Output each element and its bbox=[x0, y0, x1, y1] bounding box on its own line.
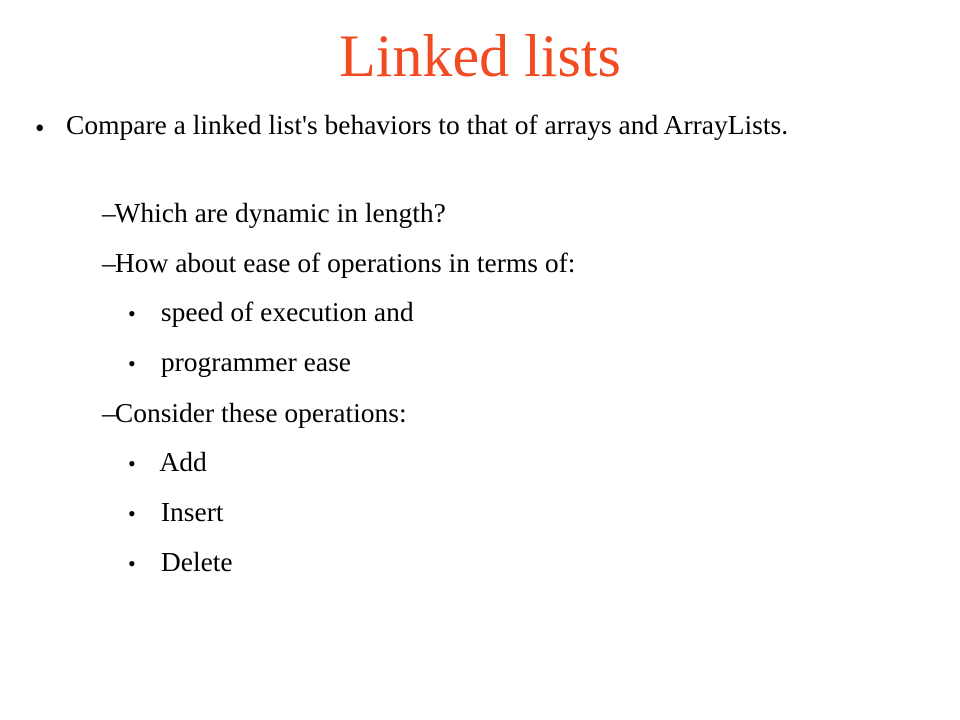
slide-title: Linked lists bbox=[339, 23, 621, 89]
bullet-marker: • bbox=[128, 351, 136, 376]
operation-delete bbox=[128, 542, 233, 584]
ease-item-text: speed of execution and bbox=[160, 296, 414, 327]
sub-point-text: Consider these operations: bbox=[114, 397, 407, 428]
operation-text: Add bbox=[159, 446, 207, 477]
bullet-marker: • bbox=[128, 301, 136, 326]
sub-point-text: Which are dynamic in length? bbox=[114, 197, 446, 228]
bullet-marker: • bbox=[128, 451, 136, 476]
ease-item-speed bbox=[128, 292, 414, 334]
bullet-marker: • bbox=[35, 113, 45, 143]
sub-point-text: How about ease of operations in terms of: bbox=[114, 247, 576, 278]
dash-marker: – bbox=[102, 197, 116, 228]
ease-item-text: programmer ease bbox=[160, 346, 351, 377]
sub-point-dynamic-length bbox=[102, 193, 446, 233]
dash-marker: – bbox=[102, 397, 116, 428]
dash-marker: – bbox=[102, 247, 116, 278]
operation-insert bbox=[128, 492, 224, 534]
ease-item-programmer bbox=[128, 342, 351, 384]
bullet-marker: • bbox=[128, 501, 136, 526]
bullet-marker: • bbox=[128, 551, 136, 576]
sub-point-ease-of-operations bbox=[102, 243, 575, 283]
main-point: Compare a linked list's behaviors to that of arrays and ArrayLists. bbox=[66, 109, 789, 140]
operation-add bbox=[128, 442, 207, 484]
sub-point-consider-operations bbox=[102, 393, 407, 433]
operation-text: Delete bbox=[160, 546, 233, 577]
operation-text: Insert bbox=[160, 496, 224, 527]
